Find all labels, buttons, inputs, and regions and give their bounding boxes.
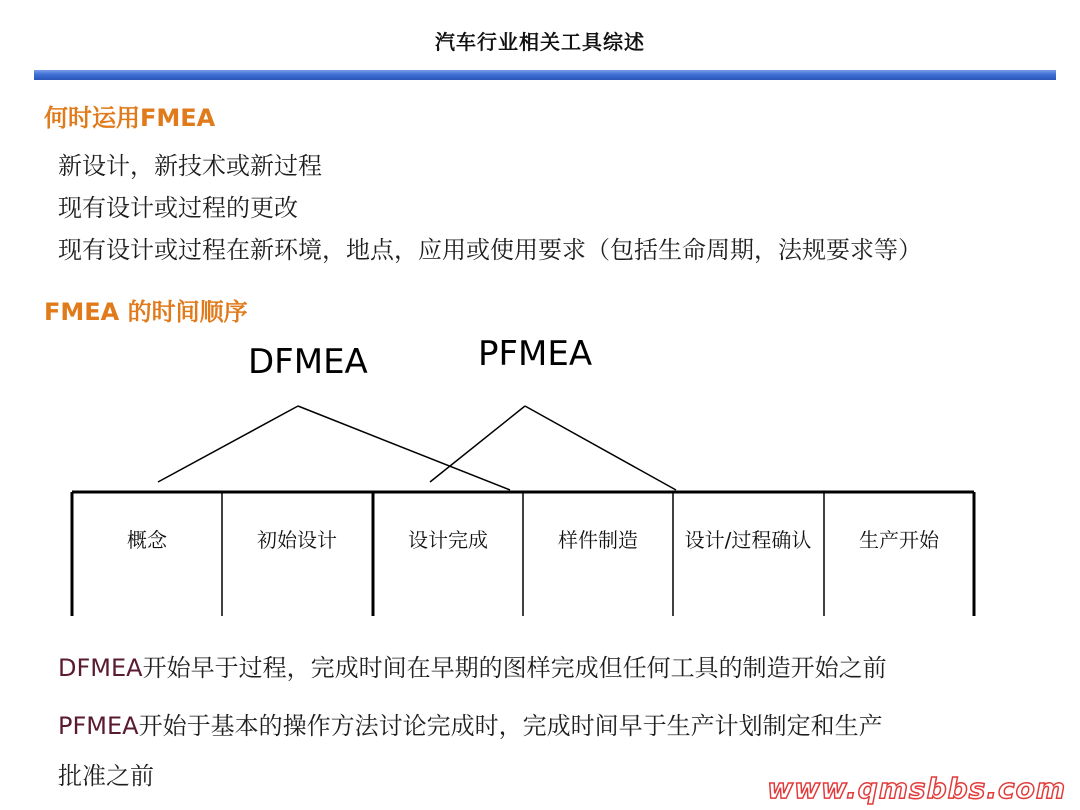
- pfmea-term: PFMEA: [58, 712, 139, 740]
- dfmea-term: DFMEA: [58, 654, 143, 682]
- timeline-heading: FMEA 的时间顺序: [44, 298, 248, 326]
- watermark: www.qmsbbs.com: [767, 772, 1066, 805]
- stage-concept: 概念: [127, 528, 167, 552]
- header-divider-bar: [34, 70, 1056, 80]
- dfmea-span-right-line: [298, 406, 510, 490]
- page-title: 汽车行业相关工具综述: [435, 30, 645, 54]
- pfmea-note-text: 开始于基本的操作方法讨论完成时，完成时间早于生产计划制定和生产: [138, 712, 883, 740]
- pfmea-label: PFMEA: [478, 334, 593, 374]
- when-to-use-item: 现有设计或过程的更改: [58, 194, 298, 222]
- pfmea-span-right-line: [525, 406, 676, 490]
- stage-design-process-validation: 设计/过程确认: [684, 528, 812, 552]
- pfmea-note-continuation: 批准之前: [58, 762, 154, 790]
- dfmea-span-left-line: [158, 406, 298, 482]
- when-to-use-item: 新设计，新技术或新过程: [58, 152, 322, 180]
- stage-prototype-build: 样件制造: [558, 528, 638, 552]
- dfmea-note-text: 开始早于过程，完成时间在早期的图样完成但任何工具的制造开始之前: [142, 654, 887, 682]
- when-to-use-heading: 何时运用FMEA: [44, 104, 216, 132]
- when-to-use-item: 现有设计或过程在新环境，地点，应用或使用要求（包括生命周期，法规要求等）: [58, 236, 922, 264]
- pfmea-note: [58, 706, 883, 741]
- dfmea-label: DFMEA: [248, 342, 368, 382]
- pfmea-span-left-line: [430, 406, 525, 482]
- stage-production-start: 生产开始: [859, 528, 939, 552]
- stage-initial-design: 初始设计: [257, 528, 337, 552]
- stage-design-complete: 设计完成: [408, 528, 488, 552]
- dfmea-note: [58, 648, 887, 683]
